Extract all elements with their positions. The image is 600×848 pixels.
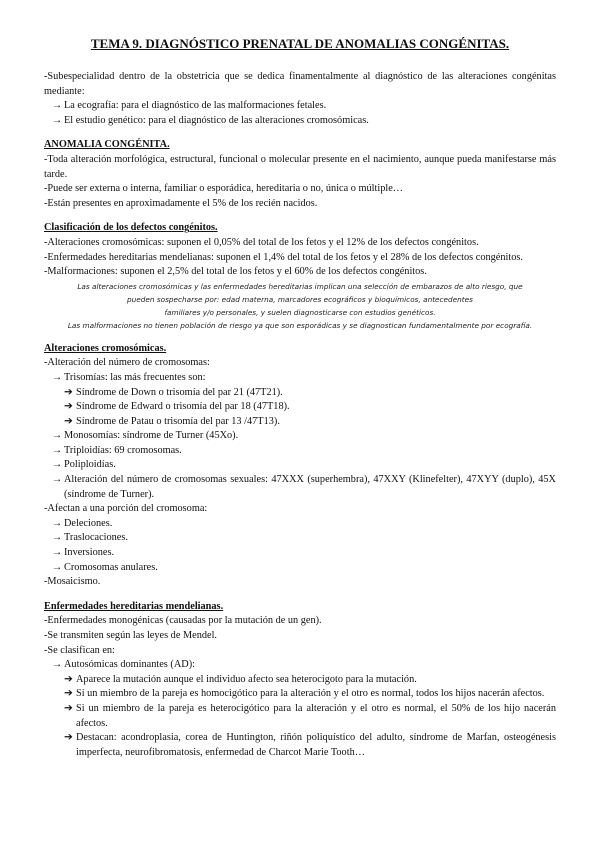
arrow-right-icon: → bbox=[52, 474, 63, 486]
arrow-right-icon: → bbox=[52, 459, 63, 471]
section-heading-clasificacion: Clasificación de los defectos congénitos. bbox=[44, 222, 218, 234]
arrow-right-icon: → bbox=[52, 444, 63, 456]
intro-text: -Subespecialidad dentro de la obstetricia que se dedica finamentalmente al diagnóstico de las alteraciones congénitas mediante: bbox=[44, 71, 556, 97]
list-item: ➔ Destacan: acondroplasia, corea de Huntington, riñón poliquístico del adulto, síndrome de Marfan, osteogénesis imperfecta, neurofibromatosis, enfermedad de Charcot Marie Tooth… bbox=[64, 732, 556, 758]
paragraph: -Enfermedades hereditarias mendelianas: suponen el 1,4% del total de los fetos y el 28% de los defectos congénitos. bbox=[44, 251, 523, 263]
note-line: Las alteraciones cromosómicas y las enfermedades hereditarias implican una selección de embarazos de alto riesgo, que bbox=[77, 281, 523, 291]
paragraph: -Mosaicismo. bbox=[44, 576, 101, 588]
bold-arrow-icon: ➔ bbox=[64, 673, 73, 685]
paragraph: -Se clasifican en: bbox=[44, 644, 115, 656]
list-item: → El estudio genético: para el diagnóstico de las alteraciones cromosómicas. bbox=[44, 114, 556, 129]
bold-arrow-icon: ➔ bbox=[64, 386, 73, 398]
list-item: ➔ Síndrome de Patau o trisomía del par 13 /47T13). bbox=[44, 415, 556, 430]
note-line: familiares y/o personales, y suelen diagnosticarse con estudios genéticos. bbox=[164, 307, 436, 317]
paragraph: -Malformaciones: suponen el 2,5% del total de los fetos y el 60% de los defectos congénitos. bbox=[44, 266, 427, 278]
arrow-right-icon: → bbox=[52, 517, 63, 529]
list-item: → Poliploidías. bbox=[44, 458, 556, 473]
bold-arrow-icon: ➔ bbox=[64, 688, 73, 700]
list-item: ➔ Si un miembro de la pareja es homocigótico para la alteración y el otro es normal, todos los hijos nacerán afectos. bbox=[44, 687, 556, 702]
list-item: → Alteración del número de cromosomas sexuales: 47XXX (superhembra), 47XXY (Klinefelter), 47XYY (duplo), 45X (síndrome de Turner). bbox=[52, 474, 556, 500]
list-item: ➔ Síndrome de Edward o trisomía del par 18 (47T18). bbox=[44, 400, 556, 415]
arrow-right-icon: → bbox=[52, 100, 63, 112]
list-item: → Trisomías: las más frecuentes son: bbox=[44, 371, 556, 386]
list-item: → Triploidías: 69 cromosomas. bbox=[44, 444, 556, 459]
list-item: → Autosómicas dominantes (AD): bbox=[44, 658, 556, 673]
list-item: ➔ Aparece la mutación aunque el individuo afecto sea heterocigoto para la mutación. bbox=[44, 673, 556, 688]
bold-arrow-icon: ➔ bbox=[64, 401, 73, 413]
arrow-right-icon: → bbox=[52, 114, 63, 126]
arrow-right-icon: → bbox=[52, 532, 63, 544]
paragraph: -Puede ser externa o interna, familiar o esporádica, hereditaria o no, única o múltiple… bbox=[44, 183, 404, 195]
paragraph: -Afectan a una porción del cromosoma: bbox=[44, 503, 208, 515]
paragraph: -Se transmiten según las leyes de Mendel. bbox=[44, 630, 218, 641]
arrow-right-icon: → bbox=[52, 547, 63, 559]
paragraph: -Alteración del número de cromosomas: bbox=[44, 357, 210, 369]
list-item: → Monosomías: síndrome de Turner (45Xo). bbox=[44, 429, 556, 444]
section-heading-alteraciones: Alteraciones cromosómicas. bbox=[44, 342, 167, 354]
arrow-right-icon: → bbox=[52, 561, 63, 573]
paragraph: -Alteraciones cromosómicas: suponen el 0,05% del total de los fetos y el 12% de los defectos congénitos. bbox=[44, 236, 479, 248]
paragraph: -Enfermedades monogénicas (causadas por la mutación de un gen). bbox=[44, 615, 322, 627]
list-item: → Traslocaciones. bbox=[44, 531, 556, 546]
paragraph: -Están presentes en aproximadamente el 5% de los recién nacidos. bbox=[44, 197, 318, 209]
note-line: Las malformaciones no tienen población de riesgo ya que son esporádicas y se diagnostican fundamentalmente por ecografía. bbox=[67, 320, 533, 330]
list-item: → Cromosomas anulares. bbox=[44, 561, 556, 576]
page-title: TEMA 9. DIAGNÓSTICO PRENATAL DE ANOMALIAS CONGÉNITAS. bbox=[90, 36, 510, 51]
bold-arrow-icon: ➔ bbox=[64, 732, 73, 744]
list-item: → Inversiones. bbox=[44, 546, 556, 561]
bold-arrow-icon: ➔ bbox=[64, 702, 73, 714]
section-heading-mendelianas: Enfermedades hereditarias mendelianas. bbox=[44, 600, 224, 612]
list-item: ➔ Síndrome de Down o trisomía del par 21 (47T21). bbox=[44, 386, 556, 401]
arrow-right-icon: → bbox=[52, 371, 63, 383]
note-line: pueden sospecharse por: edad materna, marcadores ecográficos y bioquímicos, antecedentes bbox=[127, 294, 473, 304]
list-item: → Deleciones. bbox=[44, 517, 556, 532]
section-heading-anomalia: ANOMALIA CONGÉNITA. bbox=[44, 139, 170, 151]
paragraph: -Toda alteración morfológica, estructural, funcional o molecular presente en el nacimiento, aunque pueda manifestarse más tarde. bbox=[44, 153, 556, 180]
arrow-right-icon: → bbox=[52, 659, 63, 671]
list-item: → La ecografía: para el diagnóstico de las malformaciones fetales. bbox=[44, 99, 556, 114]
list-item: ➔ Si un miembro de la pareja es heterocigótico para la alteración y el otro es normal, el 50% de los hijo nacerán afectos. bbox=[64, 702, 556, 729]
arrow-right-icon: → bbox=[52, 430, 63, 442]
bold-arrow-icon: ➔ bbox=[64, 415, 73, 427]
